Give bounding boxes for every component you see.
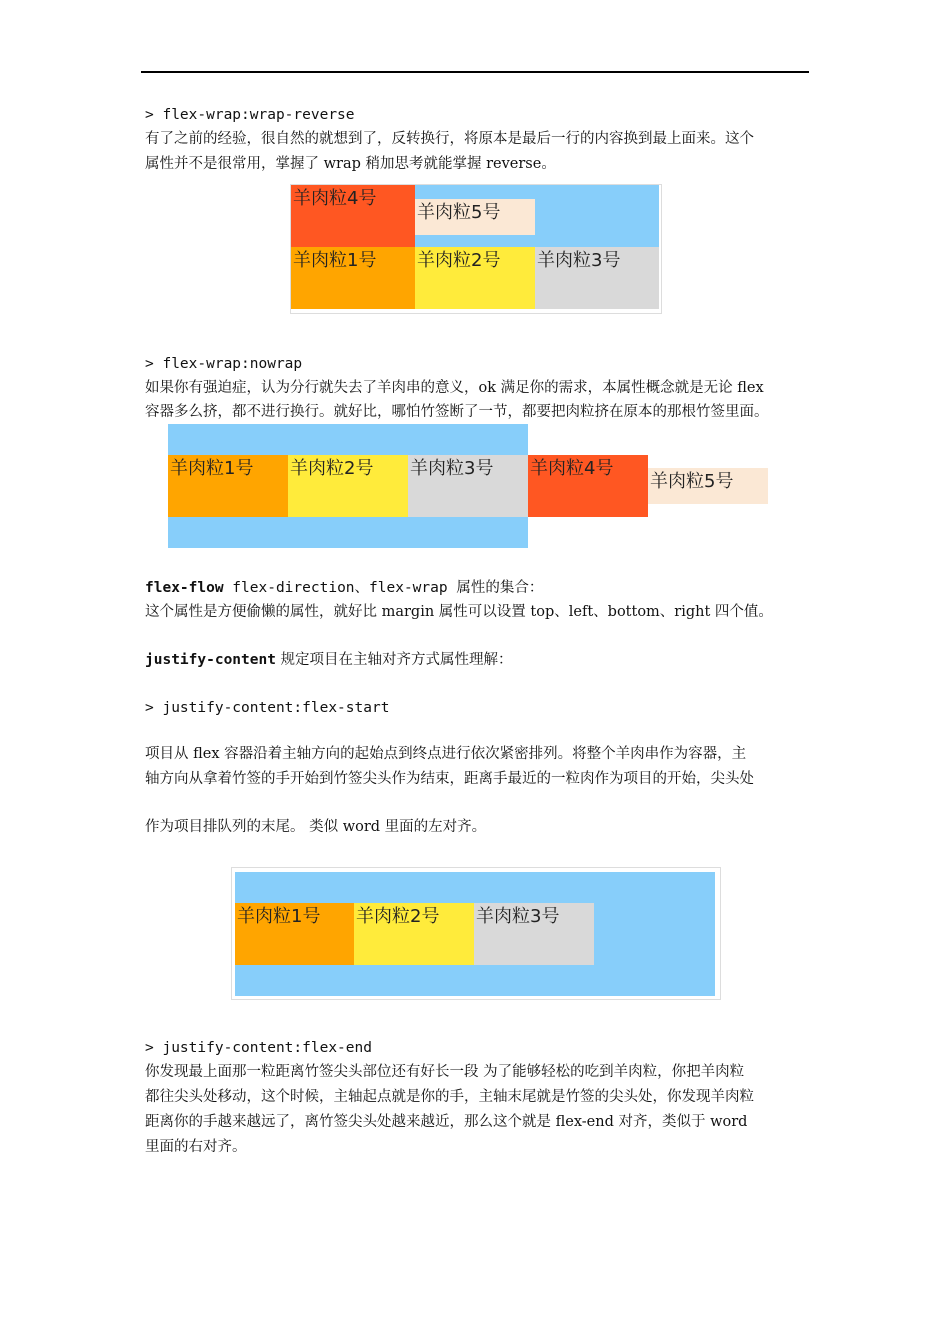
flex-flow-line1 <box>145 576 543 600</box>
meat-item-4: 羊肉粒4号 <box>291 185 415 247</box>
meat-item-1: 羊肉粒1号 <box>291 247 415 309</box>
paragraph-flex-start-line2: 轴方向从拿着竹签的手开始到竹签尖头作为结束，距离手最近的一粒肉作为项目的开始，尖头处 <box>145 771 754 787</box>
header-rule <box>141 71 809 73</box>
heading-wrap-reverse: > flex-wrap:wrap-reverse <box>145 107 355 123</box>
paragraph-flex-start-line1: 项目从 flex 容器沿着主轴方向的起始点到终点进行依次紧密排列。将整个羊肉串作为容器，主 <box>145 746 747 762</box>
meat-item-3: 羊肉粒3号 <box>408 455 528 517</box>
paragraph-wrap-reverse-line1: 有了之前的经验，很自然的就想到了，反转换行，将原本是最后一行的内容换到最上面来。这个 <box>145 131 754 147</box>
meat-item-3: 羊肉粒3号 <box>474 903 594 965</box>
term-flex-flow: flex-flow <box>145 580 224 596</box>
figure-nowrap <box>168 424 782 548</box>
paragraph-wrap-reverse-line2: 属性并不是很常用，掌握了 wrap 稍加思考就能掌握 reverse。 <box>145 156 556 172</box>
flex-flow-line2: 这个属性是方便偷懒的属性，就好比 margin 属性可以设置 top、left、bottom、right 四个值。 <box>145 604 773 620</box>
meat-item-5: 羊肉粒5号 <box>648 468 768 504</box>
figure-flex-start <box>231 867 721 1000</box>
paragraph-flex-end-line4: 里面的右对齐。 <box>145 1139 247 1155</box>
paragraph-flex-start-line3: 作为项目排队列的末尾。 类似 word 里面的左对齐。 <box>145 819 487 835</box>
meat-item-5: 羊肉粒5号 <box>415 199 535 235</box>
meat-item-1: 羊肉粒1号 <box>168 455 288 517</box>
justify-content-desc: 规定项目在主轴对齐方式属性理解： <box>275 652 513 668</box>
flex-flow-desc: flex-direction、flex-wrap 属性的集合： <box>223 580 544 596</box>
heading-nowrap: > flex-wrap:nowrap <box>145 356 303 372</box>
paragraph-flex-end-line1: 你发现最上面那一粒距离竹签尖头部位还有好长一段 为了能够轻松的吃到羊肉粒，你把羊肉粒 <box>145 1064 745 1080</box>
meat-item-2: 羊肉粒2号 <box>415 247 535 309</box>
paragraph-flex-end-line3: 距离你的手越来越远了，离竹签尖头处越来越近，那么这个就是 flex-end 对齐，类似于 word <box>145 1114 748 1130</box>
paragraph-nowrap-line1: 如果你有强迫症，认为分行就失去了羊肉串的意义，ok 满足你的需求，本属性概念就是无论 flex <box>145 380 764 396</box>
heading-flex-start: > justify-content:flex-start <box>145 700 390 716</box>
meat-item-2: 羊肉粒2号 <box>288 455 408 517</box>
term-justify-content: justify-content <box>145 652 276 668</box>
heading-flex-end: > justify-content:flex-end <box>145 1040 372 1056</box>
meat-item-2: 羊肉粒2号 <box>354 903 474 965</box>
meat-item-3: 羊肉粒3号 <box>535 247 659 309</box>
meat-item-1: 羊肉粒1号 <box>235 903 354 965</box>
justify-content-intro <box>145 648 513 672</box>
paragraph-flex-end-line2: 都往尖头处移动，这个时候，主轴起点就是你的手，主轴末尾就是竹签的尖头处，你发现羊肉粒 <box>145 1089 754 1105</box>
figure-wrap-reverse <box>290 184 662 314</box>
meat-item-4: 羊肉粒4号 <box>528 455 648 517</box>
paragraph-nowrap-line2: 容器多么挤，都不进行换行。就好比，哪怕竹签断了一节，都要把肉粒挤在原本的那根竹签里面。 <box>145 404 769 420</box>
